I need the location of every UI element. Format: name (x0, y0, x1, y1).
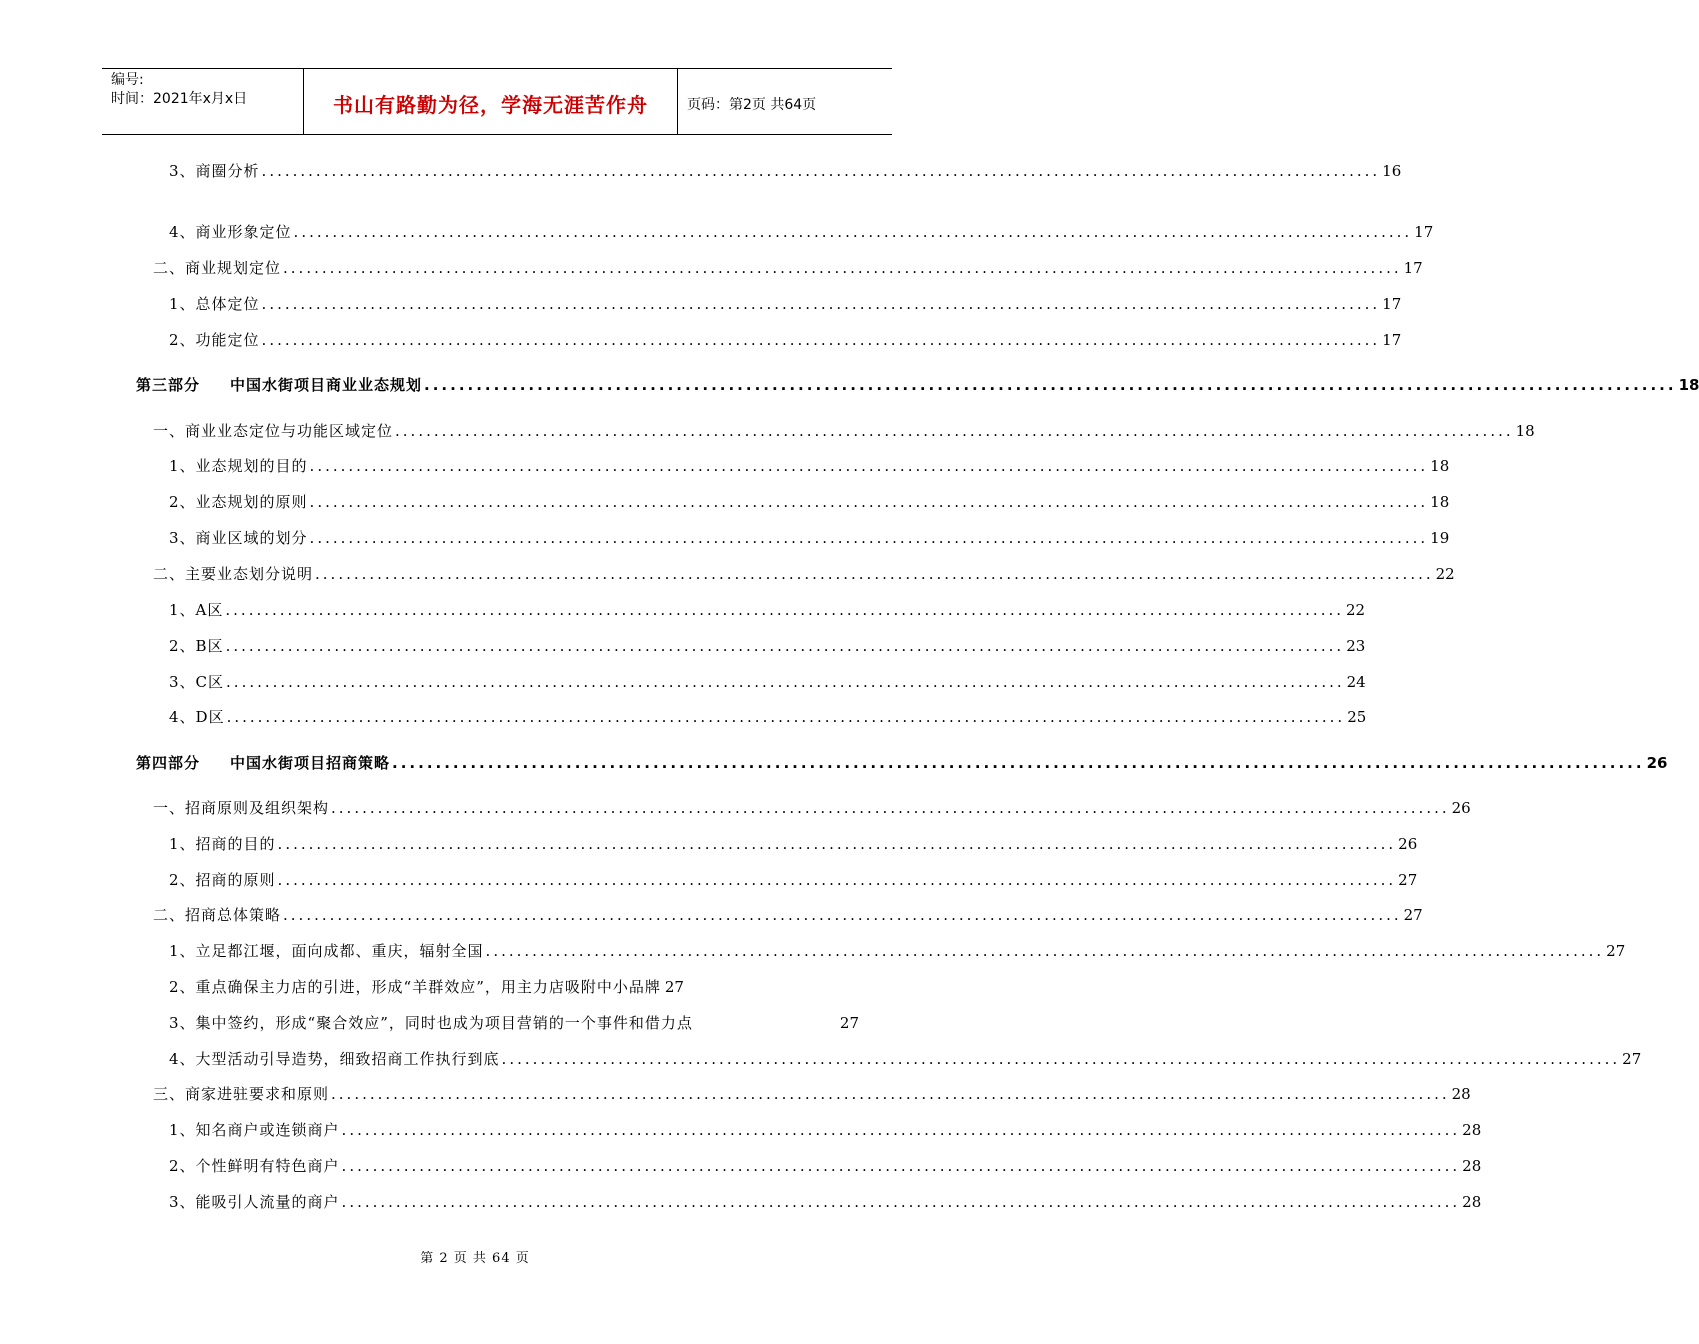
time-label: 时间：2021年x月x日 (111, 91, 248, 107)
toc-leader: ................................................................................................................................................ (395, 422, 1514, 440)
toc-entry-title: 中国水街项目商业业态规划 (230, 376, 423, 394)
toc-entry-page: 22 (1346, 601, 1366, 619)
toc-entry-title: 3、C区 (169, 673, 225, 691)
toc-entry-page: 26 (1398, 835, 1418, 853)
page-header (102, 68, 892, 135)
toc-entry-title: 4、D区 (169, 708, 225, 726)
toc-entry-title: 3、商圈分析 (169, 162, 260, 180)
toc-entry-page: 26 (1451, 799, 1471, 817)
toc-leader: ................................................................................................................................................ (283, 259, 1402, 277)
header-divider (677, 69, 678, 134)
toc-entry[interactable] (169, 221, 1434, 243)
toc-leader: ................................................................................................................................................ (331, 1085, 1450, 1103)
toc-leader: ................................................................................................................................................ (283, 906, 1402, 924)
toc-entry-title: 2、个性鲜明有特色商户 (169, 1157, 340, 1175)
toc-leader: ................................................................................................................................................ (226, 673, 1345, 691)
toc-entry-page: 19 (1430, 529, 1450, 547)
toc-entry[interactable] (169, 940, 1626, 962)
toc-leader: ................................................................................................................................................ (261, 162, 1381, 180)
toc-entry[interactable] (153, 1083, 1471, 1105)
toc-entry-page: 23 (1346, 637, 1366, 655)
toc-leader: ................................................................................................................................................ (277, 835, 1397, 853)
toc-leader: ................................................................................................................................................ (315, 565, 1434, 583)
toc-leader: ................................................................................................................................................ (309, 493, 1429, 511)
toc-entry[interactable] (169, 671, 1366, 693)
toc-entry-page: 16 (1382, 162, 1402, 180)
toc-entry-title: 1、知名商户或连锁商户 (169, 1121, 340, 1139)
toc-entry-title: 中国水街项目招商策略 (230, 754, 391, 772)
toc-leader: ................................................................................................................................................ (226, 708, 1346, 726)
toc-leader: ................................................................................................................................................ (309, 529, 1429, 547)
toc-part-entry[interactable] (136, 374, 1699, 396)
page-footer: 第 2 页 共 64 页 (420, 1251, 530, 1266)
toc-entry-title: 一、商业业态定位与功能区域定位 (153, 422, 394, 440)
toc-entry-page: 27 (1606, 942, 1626, 960)
toc-entry[interactable] (169, 833, 1418, 855)
toc-entry-title: 2、功能定位 (169, 331, 260, 349)
toc-leader: ................................................................................................................................................ (331, 799, 1450, 817)
toc-entry-page: 27 (1403, 906, 1423, 924)
toc-entry[interactable] (169, 635, 1366, 657)
toc-entry[interactable] (169, 329, 1402, 351)
toc-leader: ................................................................................................................................................ (261, 295, 1381, 313)
toc-entry-title: 3、商业区域的划分 (169, 529, 308, 547)
toc-entry-title: 4、大型活动引导造势，细致招商工作执行到底 (169, 1050, 500, 1068)
toc-entry-page: 25 (1347, 708, 1367, 726)
toc-entry[interactable] (169, 293, 1402, 315)
toc-entry[interactable] (153, 797, 1471, 819)
toc-entry[interactable] (169, 1119, 1482, 1141)
toc-entry-title: 1、业态规划的目的 (169, 457, 308, 475)
toc-part-label: 第三部分 (136, 376, 201, 394)
header-motto: 书山有路勤为径，学海无涯苦作舟 (333, 93, 648, 117)
toc-leader: ................................................................................................................................................ (261, 331, 1381, 349)
toc-entry-page: 27 (1622, 1050, 1642, 1068)
toc-entry-page: 28 (1462, 1193, 1482, 1211)
toc-entry[interactable] (169, 1191, 1482, 1213)
toc-leader: ................................................................................................................................................ (225, 601, 1344, 619)
toc-entry-title: 1、A区 (169, 601, 224, 619)
toc-leader: ................................................................................................................................................ (341, 1157, 1461, 1175)
toc-entry-title: 1、招商的目的 (169, 835, 276, 853)
toc-entry[interactable] (153, 420, 1535, 442)
toc-entry-title: 2、招商的原则 (169, 871, 276, 889)
toc-part-heading (136, 752, 390, 774)
toc-entry-page: 27 (664, 978, 684, 996)
toc-entry[interactable] (169, 1048, 1642, 1070)
toc-entry-title: 1、立足都江堰，面向成都、重庆，辐射全国 (169, 942, 484, 960)
toc-entry[interactable] (169, 706, 1367, 728)
toc-entry-page: 26 (1646, 754, 1668, 772)
toc-leader: ................................................................................................................................................ (277, 871, 1397, 889)
toc-entry[interactable] (153, 257, 1423, 279)
header-page-label: 页码：第2页 共64页 (687, 97, 817, 113)
toc-entry-title: 3、能吸引人流量的商户 (169, 1193, 340, 1211)
toc-entry-page: 27 (839, 1014, 859, 1032)
header-meta (111, 71, 247, 109)
toc-leader: ................................................................................................................................................ (341, 1121, 1461, 1139)
toc-entry[interactable] (153, 904, 1423, 926)
toc-entry-title: 2、B区 (169, 637, 224, 655)
toc-entry-page: 18 (1678, 376, 1699, 394)
toc-entry-title: 4、商业形象定位 (169, 223, 292, 241)
toc-entry-page: 28 (1462, 1121, 1482, 1139)
toc-entry[interactable] (169, 1012, 859, 1034)
toc-entry-page: 17 (1403, 259, 1423, 277)
toc-leader: ................................................................................................................................................ (341, 1193, 1461, 1211)
toc-leader: ................................................................................................................................................ (392, 754, 1645, 772)
toc-entry[interactable] (169, 160, 1402, 182)
toc-leader: ................................................................................................................................................ (501, 1050, 1621, 1068)
toc-entry-page: 28 (1462, 1157, 1482, 1175)
toc-entry-title: 二、主要业态划分说明 (153, 565, 314, 583)
toc-leader: ................................................................................................................................................ (309, 457, 1429, 475)
toc-entry[interactable] (169, 455, 1450, 477)
toc-leader: ................................................................................................................................................ (424, 376, 1677, 394)
toc-entry-page: 18 (1515, 422, 1535, 440)
toc-entry-page: 27 (1398, 871, 1418, 889)
toc-entry[interactable] (169, 599, 1366, 621)
toc-entry-title: 二、商业规划定位 (153, 259, 282, 277)
toc-entry-page: 22 (1435, 565, 1455, 583)
toc-entry[interactable] (169, 1155, 1482, 1177)
toc-entry-title: 1、总体定位 (169, 295, 260, 313)
toc-entry-title: 二、招商总体策略 (153, 906, 282, 924)
toc-leader: ................................................................................................................................................ (485, 942, 1605, 960)
toc-entry-page: 18 (1430, 493, 1450, 511)
toc-leader: ................................................................................................................................................ (225, 637, 1345, 655)
toc-entry-page: 28 (1451, 1085, 1471, 1103)
toc-entry-title: 三、商家进驻要求和原则 (153, 1085, 330, 1103)
toc-entry-title: 一、招商原则及组织架构 (153, 799, 330, 817)
toc-entry[interactable] (169, 491, 1450, 513)
toc-entry[interactable] (169, 869, 1418, 891)
toc-entry-page: 17 (1382, 295, 1402, 313)
toc-leader: ................................................................................................................................................ (293, 223, 1413, 241)
toc-entry[interactable] (169, 527, 1450, 549)
toc-entry-page: 17 (1382, 331, 1402, 349)
toc-entry-page: 24 (1346, 673, 1366, 691)
toc-entry-page: 17 (1414, 223, 1434, 241)
toc-entry-title: 2、重点确保主力店的引进，形成“羊群效应”，用主力店吸附中小品牌 (169, 978, 661, 996)
toc-part-entry[interactable] (136, 752, 1668, 774)
toc-entry[interactable] (169, 976, 799, 998)
toc-entry-title: 2、业态规划的原则 (169, 493, 308, 511)
toc-entry-page: 18 (1430, 457, 1450, 475)
toc-entry-title: 3、集中签约，形成“聚合效应”，同时也成为项目营销的一个事件和借力点 (169, 1014, 693, 1032)
toc-part-label: 第四部分 (136, 754, 201, 772)
toc-entry[interactable] (153, 563, 1455, 585)
number-label: 编号: (111, 72, 144, 88)
toc-part-heading (136, 374, 422, 396)
